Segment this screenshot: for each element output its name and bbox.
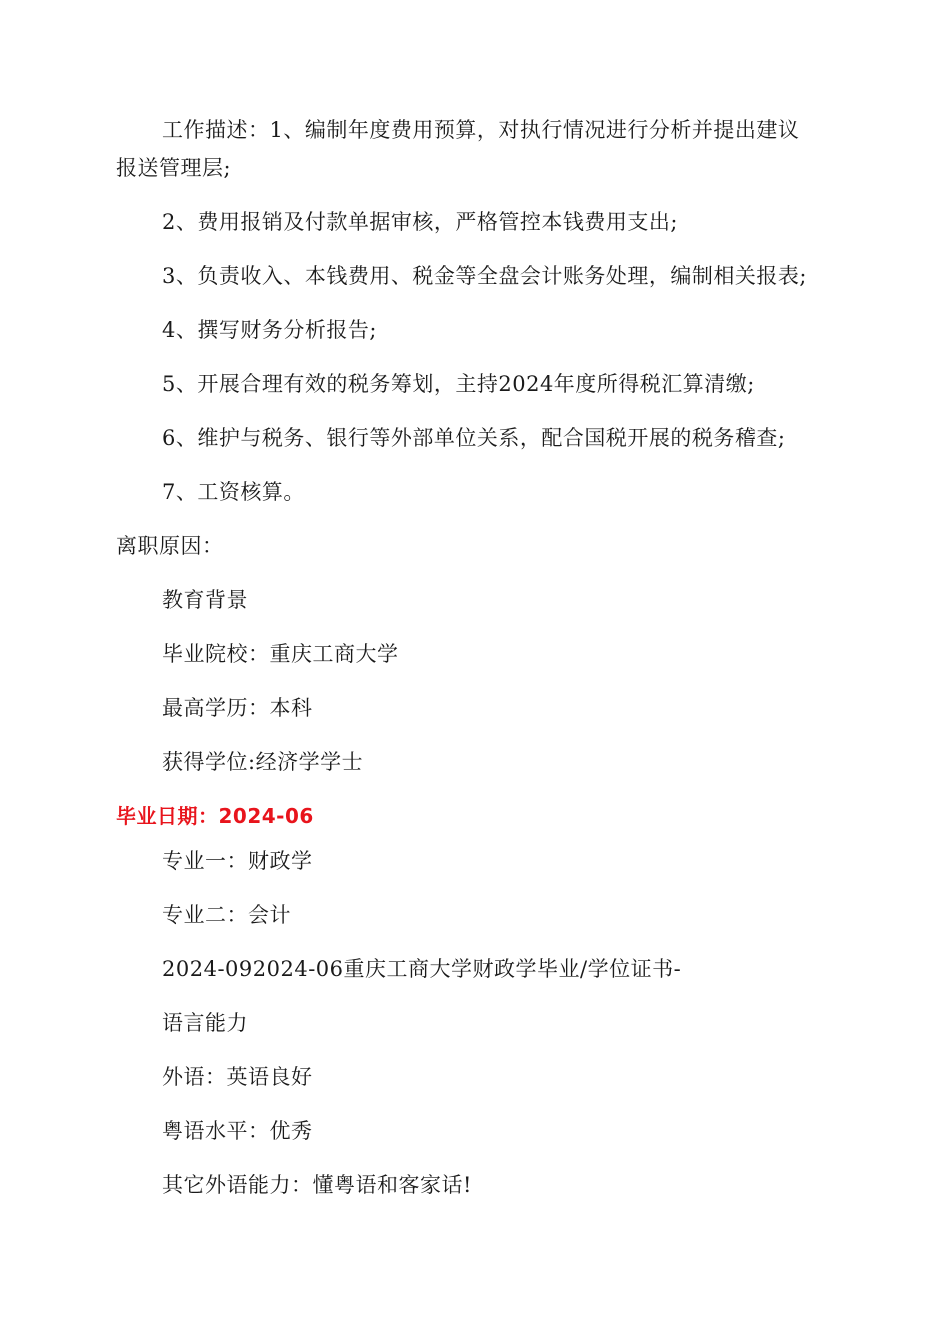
job-item-3: 3、负责收入、本钱费用、税金等全盘会计账务处理，编制相关报表; xyxy=(162,264,807,288)
language-other: 其它外语能力：懂粤语和客家话! xyxy=(162,1173,472,1197)
job-description-line2: 报送管理层; xyxy=(116,156,232,180)
education-school: 毕业院校：重庆工商大学 xyxy=(162,642,399,666)
job-item-6: 6、维护与税务、银行等外部单位关系，配合国税开展的税务稽查; xyxy=(162,426,786,450)
graduation-date-heading: 毕业日期：2024-06 xyxy=(116,804,314,828)
education-degree: 获得学位:经济学学士 xyxy=(162,750,364,774)
job-item-5: 5、开展合理有效的税务筹划，主持2024年度所得税汇算清缴; xyxy=(162,372,755,396)
leave-reason: 离职原因： xyxy=(116,534,224,558)
job-description-line1: 工作描述：1、编制年度费用预算，对执行情况进行分析并提出建议 xyxy=(162,118,800,142)
education-degree-level: 最高学历：本科 xyxy=(162,696,313,720)
job-item-2: 2、费用报销及付款单据审核，严格管控本钱费用支出; xyxy=(162,210,678,234)
education-major-1: 专业一：财政学 xyxy=(162,849,313,873)
language-cantonese: 粤语水平：优秀 xyxy=(162,1119,313,1143)
language-section-title: 语言能力 xyxy=(162,1011,248,1035)
education-major-2: 专业二：会计 xyxy=(162,903,291,927)
job-item-4: 4、撰写财务分析报告; xyxy=(162,318,377,342)
education-record: 2024-092024-06重庆工商大学财政学毕业/学位证书- xyxy=(162,957,682,981)
language-foreign: 外语：英语良好 xyxy=(162,1065,313,1089)
job-item-7: 7、工资核算。 xyxy=(162,480,305,504)
education-section-title: 教育背景 xyxy=(162,588,248,612)
